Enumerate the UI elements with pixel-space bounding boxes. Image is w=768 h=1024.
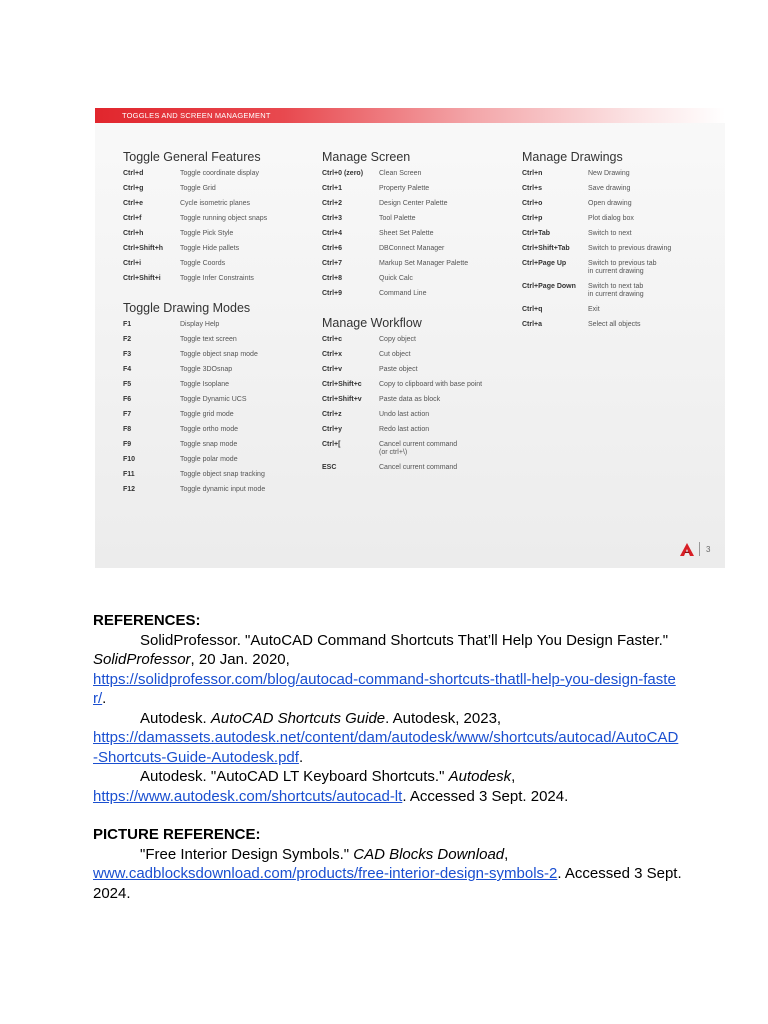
shortcut-row — [123, 275, 267, 283]
picture-reference-accessed: . Accessed 3 Sept. 2024. — [93, 865, 682, 902]
reference-3-url-line — [93, 787, 683, 807]
shortcut-row — [322, 366, 482, 374]
shortcut-row — [322, 230, 468, 238]
shortcut-key: F7 — [123, 411, 132, 418]
shortcut-key: Ctrl+g — [123, 185, 144, 192]
shortcut-key: Ctrl+s — [522, 185, 543, 192]
shortcut-row — [522, 215, 671, 223]
shortcut-key: Ctrl+9 — [322, 290, 343, 297]
shortcut-key: Ctrl+7 — [322, 260, 343, 267]
shortcut-row — [322, 411, 482, 419]
shortcut-key: Ctrl+i — [123, 260, 142, 267]
picture-reference-heading: PICTURE REFERENCE: — [93, 826, 261, 843]
shortcut-row — [522, 230, 671, 238]
shortcut-description: DBConnect Manager — [379, 245, 445, 252]
shortcut-key: Ctrl+4 — [322, 230, 343, 237]
shortcut-description: Toggle Grid — [180, 185, 216, 192]
shortcut-key: Ctrl+x — [322, 351, 343, 358]
shortcut-key: Ctrl+Shift+c — [322, 381, 362, 388]
shortcut-row — [123, 456, 265, 464]
shortcut-description: Open drawing — [588, 200, 632, 207]
reference-1-end: . — [102, 690, 107, 707]
shortcut-description: Copy to clipboard with base point — [379, 381, 483, 388]
shortcut-description: Design Center Palette — [379, 200, 448, 207]
shortcut-row — [123, 200, 267, 208]
shortcut-description: Copy object — [379, 336, 416, 343]
section-title: Manage Screen — [322, 150, 411, 164]
shortcut-description: Toggle grid mode — [180, 411, 234, 418]
references-heading: REFERENCES: — [93, 612, 201, 629]
shortcut-description: Toggle running object snaps — [180, 215, 268, 222]
shortcut-description: Toggle ortho mode — [180, 426, 238, 433]
shortcut-row — [123, 321, 265, 329]
picture-reference-text: "Free Interior Design Symbols." — [140, 845, 354, 863]
shortcut-row — [123, 441, 265, 449]
shortcut-description: Property Palette — [379, 185, 430, 192]
shortcut-description: Markup Set Manager Palette — [379, 260, 469, 267]
shortcut-key: Ctrl+q — [522, 306, 543, 313]
section-title: Toggle General Features — [123, 150, 261, 164]
shortcut-key: Ctrl+2 — [322, 200, 343, 207]
shortcut-description: Switch to previous drawing — [588, 245, 672, 252]
shortcut-row — [322, 215, 468, 223]
shortcut-row — [123, 185, 267, 193]
shortcut-description: Undo last action — [379, 411, 430, 418]
shortcut-row — [123, 230, 267, 238]
section-title: Manage Drawings — [522, 150, 623, 164]
shortcut-description: Paste object — [379, 366, 418, 373]
section-toggle-drawing-modes — [123, 301, 265, 501]
shortcut-key: F11 — [123, 471, 135, 478]
spacer — [93, 806, 683, 825]
shortcut-row — [522, 200, 671, 208]
shortcut-key: Ctrl+Shift+Tab — [522, 245, 570, 252]
shortcut-key: Ctrl+d — [123, 170, 144, 177]
shortcut-description: Quick Calc — [379, 275, 413, 282]
shortcut-key: Ctrl+f — [123, 215, 142, 222]
reference-1-text: SolidProfessor. "AutoCAD Command Shortcuts That’ll Help You Design Faster." — [140, 631, 669, 649]
shortcut-key: Ctrl+8 — [322, 275, 343, 282]
reference-2-end: . — [298, 748, 304, 766]
shortcut-row — [322, 381, 482, 389]
shortcut-key: Ctrl+Page Down — [522, 283, 576, 290]
shortcut-description: Toggle Dynamic UCS — [180, 396, 247, 403]
shortcut-row — [123, 260, 267, 268]
shortcut-key: Ctrl+c — [322, 336, 343, 343]
shortcut-key: Ctrl+6 — [322, 245, 343, 252]
shortcut-key: Ctrl+h — [123, 230, 144, 237]
shortcut-row — [322, 441, 482, 457]
shortcut-description: Toggle Infer Constraints — [180, 275, 254, 282]
reference-1-url-line — [93, 670, 683, 709]
shortcut-description: Sheet Set Palette — [379, 230, 434, 237]
shortcut-row — [322, 260, 468, 268]
shortcut-description: Plot dialog box — [588, 215, 634, 222]
shortcut-key: Ctrl+z — [322, 411, 342, 418]
shortcut-key: Ctrl+y — [322, 426, 343, 433]
shortcut-row — [322, 426, 482, 434]
shortcut-row — [123, 471, 265, 479]
shortcut-key: F12 — [123, 486, 136, 493]
banner-title: TOGGLES AND SCREEN MANAGEMENT — [122, 111, 271, 120]
shortcut-row — [322, 396, 482, 404]
reference-1 — [93, 631, 683, 670]
section-title: Manage Workflow — [322, 316, 422, 330]
shortcut-description: New Drawing — [588, 170, 630, 177]
section-manage-workflow — [322, 316, 482, 479]
reference-3-text: Autodesk. "AutoCAD LT Keyboard Shortcuts." — [140, 768, 449, 785]
shortcut-description: Command Line — [379, 290, 427, 297]
section-title: Toggle Drawing Modes — [123, 301, 251, 315]
reference-3-comma: , — [511, 768, 516, 785]
shortcut-description: Toggle object snap mode — [180, 351, 258, 358]
shortcut-description: Toggle coordinate display — [180, 170, 259, 177]
shortcut-description: Save drawing — [588, 185, 631, 192]
shortcut-description: Tool Palette — [379, 215, 416, 222]
reference-3-link[interactable]: https://www.autodesk.com/shortcuts/autocad-lt — [93, 787, 403, 805]
shortcut-description: Select all objects — [588, 321, 641, 328]
shortcut-key: Ctrl+Tab — [522, 230, 551, 237]
shortcut-description: Paste data as block — [379, 396, 441, 403]
shortcut-key: Ctrl+Shift+v — [322, 396, 362, 403]
shortcut-description: Toggle Isoplane — [180, 381, 230, 388]
shortcut-description: Toggle dynamic input mode — [180, 486, 266, 493]
shortcut-key: Ctrl+o — [522, 200, 543, 207]
reference-2-link[interactable]: https://damassets.autodesk.net/content/dam/autodesk/www/shortcuts/autocad/AutoCAD-Shortcuts-Guide-Autodesk.pdf — [93, 729, 679, 766]
shortcut-key: F3 — [123, 351, 132, 358]
reference-3-source: Autodesk — [448, 768, 512, 785]
page-number: 3 — [706, 545, 711, 554]
shortcut-row — [322, 290, 468, 298]
shortcut-description: Switch to previous tab in current drawing — [588, 260, 657, 275]
reference-2-title: AutoCAD Shortcuts Guide — [210, 709, 386, 727]
shortcut-row — [123, 351, 265, 359]
shortcut-description: Toggle object snap tracking — [180, 471, 265, 478]
reference-2-text: Autodesk. — [140, 709, 211, 727]
shortcut-row — [322, 464, 482, 472]
reference-3 — [93, 767, 683, 787]
reference-2-publisher: . Autodesk, 2023, — [385, 709, 502, 727]
shortcut-row — [322, 351, 482, 359]
shortcut-description: Toggle Hide pallets — [180, 245, 240, 252]
shortcut-key: F6 — [123, 396, 132, 403]
shortcut-row — [522, 321, 671, 329]
shortcut-description: Toggle Coords — [180, 260, 226, 267]
shortcut-row — [123, 411, 265, 419]
shortcut-key: Ctrl+3 — [322, 215, 343, 222]
shortcut-key: ESC — [322, 464, 337, 471]
shortcut-description: Cancel current command (or ctrl+\) — [379, 441, 458, 456]
shortcut-description: Cycle isometric planes — [180, 200, 251, 207]
shortcut-row — [123, 486, 265, 494]
shortcut-row — [322, 185, 468, 193]
shortcut-row — [522, 306, 671, 314]
page-separator — [699, 542, 700, 556]
slide-banner — [95, 108, 725, 123]
shortcut-key: Ctrl+1 — [322, 185, 343, 192]
shortcut-row — [123, 215, 267, 223]
shortcut-row — [123, 426, 265, 434]
shortcut-key: F10 — [123, 456, 136, 463]
shortcut-row — [322, 245, 468, 253]
picture-reference-url-line — [93, 864, 683, 903]
shortcut-row — [322, 200, 468, 208]
picture-reference-link[interactable]: www.cadblocksdownload.com/products/free-interior-design-symbols-2 — [93, 865, 558, 882]
shortcut-key: Ctrl+[ — [322, 441, 341, 448]
section-toggle-general-features — [123, 150, 267, 290]
shortcut-row — [522, 260, 671, 276]
reference-1-link[interactable]: https://solidprofessor.com/blog/autocad-command-shortcuts-thatll-help-you-design-faster/ — [93, 670, 676, 707]
shortcut-key: Ctrl+a — [522, 321, 543, 328]
shortcut-row — [123, 245, 267, 253]
shortcut-description: Exit — [588, 306, 600, 313]
shortcut-key: F9 — [123, 441, 132, 448]
shortcut-key: Ctrl+Shift+h — [123, 245, 164, 252]
shortcut-description: Display Help — [180, 321, 220, 328]
reference-1-source: SolidProfessor — [93, 651, 191, 668]
shortcut-row — [123, 336, 265, 344]
shortcut-row — [123, 396, 265, 404]
shortcut-key: Ctrl+Page Up — [522, 260, 567, 267]
shortcut-description: Cancel current command — [379, 464, 458, 471]
reference-3-accessed: . Accessed 3 Sept. 2024. — [402, 787, 569, 805]
shortcut-key: Ctrl+e — [123, 200, 144, 207]
shortcut-row — [123, 170, 267, 178]
section-manage-drawings — [522, 150, 671, 336]
shortcut-key: F2 — [123, 336, 132, 343]
shortcut-description: Toggle polar mode — [180, 456, 238, 463]
shortcut-description: Toggle text screen — [180, 336, 237, 343]
shortcut-row — [522, 185, 671, 193]
reference-2 — [93, 709, 683, 729]
reference-2-url-line — [93, 728, 683, 767]
shortcut-row — [522, 170, 671, 178]
reference-1-date: , 20 Jan. 2020, — [190, 651, 290, 668]
picture-reference-comma: , — [504, 845, 509, 863]
shortcut-description: Toggle Pick Style — [180, 230, 234, 237]
shortcut-key: F5 — [123, 381, 132, 388]
shortcut-key: F4 — [123, 366, 132, 373]
shortcut-key: Ctrl+v — [322, 366, 343, 373]
picture-reference — [93, 845, 683, 865]
shortcut-row — [522, 245, 671, 253]
shortcut-key: Ctrl+Shift+i — [123, 275, 161, 282]
shortcut-key: Ctrl+0 (zero) — [322, 170, 364, 177]
section-manage-screen — [322, 150, 468, 305]
shortcut-row — [123, 381, 265, 389]
shortcut-slide-image — [95, 108, 725, 568]
shortcut-row — [522, 283, 671, 299]
shortcut-key: Ctrl+n — [522, 170, 543, 177]
shortcut-description: Clean Screen — [379, 170, 422, 177]
autodesk-logo-icon — [680, 543, 694, 556]
picture-reference-source: CAD Blocks Download — [353, 845, 505, 863]
shortcut-row — [322, 170, 468, 178]
shortcut-description: Switch to next tab in current drawing — [588, 283, 644, 298]
shortcut-row — [123, 366, 265, 374]
shortcut-key: F8 — [123, 426, 132, 433]
shortcut-key: F1 — [123, 321, 132, 328]
references-block — [93, 611, 683, 903]
shortcut-description: Toggle 3DOsnap — [180, 366, 233, 373]
shortcut-key: Ctrl+p — [522, 215, 543, 222]
shortcut-description: Switch to next — [588, 230, 632, 237]
shortcut-description: Redo last action — [379, 426, 430, 433]
shortcut-description: Toggle snap mode — [180, 441, 238, 448]
shortcut-description: Cut object — [379, 351, 411, 358]
shortcut-row — [322, 275, 468, 283]
shortcut-row — [322, 336, 482, 344]
